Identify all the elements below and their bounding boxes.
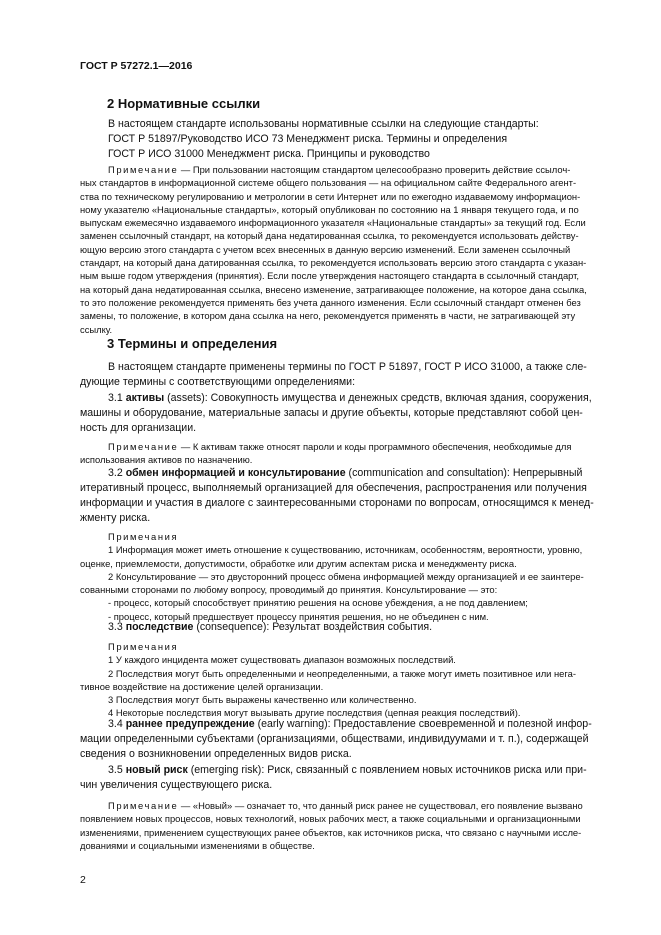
term-name: раннее предупреждение — [125, 718, 255, 730]
term-definition: (communication and consultation): Непрерывный — [345, 467, 583, 479]
note-line: на который дана недатированная ссылка, внесено изменение, затрагивающее положение, на которое дана ссылка, — [80, 283, 587, 295]
note-line: то это положение рекомендуется применять без учета данного изменения. Если ссылочный стандарт отменен без — [80, 296, 581, 308]
note-line: 2 Консультирование — это двусторонний процесс обмена информацией между организацией и ее заинтере- — [108, 570, 584, 582]
page-number: 2 — [80, 874, 86, 886]
intro-line: В настоящем стандарте применены термины по ГОСТ Р 51897, ГОСТ Р ИСО 31000, а также сле- — [108, 361, 587, 373]
term-3-2-notes — [80, 530, 582, 623]
note-line: стандарт, на который дана датированная ссылка, то рекомендуется использовать версию этого стандарта с указан- — [80, 257, 587, 269]
note-line: 1 У каждого инцидента может существовать диапазон возможных последствий. — [108, 654, 456, 666]
term-3-4 — [80, 717, 592, 762]
note-line: 2 Последствия могут быть определенными и неопределенными, а также могут иметь позитивное или нега- — [108, 667, 576, 679]
section-3-title: 3 Термины и определения — [107, 336, 278, 351]
note-line: — «Новый» — означает то, что данный риск ранее не существовал, его появление вызвано — [178, 800, 583, 811]
term-number: 3.5 — [108, 764, 123, 776]
term-name: активы — [125, 392, 165, 404]
note-line: появлением новых процессов, новых технологий, новых рабочих мест, а также социальными и организационными — [80, 813, 581, 825]
term-number: 3.3 — [108, 621, 123, 633]
note-line: ющую версию этого стандарта с учетом всех внесенных в данную версию изменений. Если заменен ссылочный — [80, 243, 571, 255]
note-line: сованными сторонами по любому вопросу, проводимый до принятия. Консультирование — это: — [80, 584, 498, 596]
term-definition-line: мации определенными субъектами (организациями, обществами, индивидуумами и т. п.), содержащей — [80, 733, 589, 745]
note-label: Примечание — [108, 800, 179, 811]
term-definition-line: ность для организации. — [80, 422, 197, 434]
notes-label: Примечания — [108, 641, 179, 652]
note-line: использования активов по назначению. — [80, 454, 253, 466]
intro-line: дующие термины с соответствующими определениями: — [80, 376, 356, 388]
note-line: 3 Последствия могут быть выражены качественно или количественно. — [108, 694, 417, 706]
note-line: ных стандартов в информационной системе общего пользования — на официальном сайте Федерального агент- — [80, 177, 577, 189]
note-line: ссылку. — [80, 323, 113, 335]
term-3-2 — [80, 466, 594, 526]
note-label: Примечание — [108, 164, 179, 175]
term-definition-line: чин увеличения существующего риска. — [80, 779, 273, 791]
note-line: изменениями, применением существующих ранее объектов, как источников риска, что связано с научными иссле- — [80, 826, 582, 838]
term-definition: (emerging risk): Риск, связанный с появлением новых источников риска или при- — [187, 764, 587, 776]
term-3-3-notes — [80, 640, 582, 720]
section-2-intro: В настоящем стандарте использованы нормативные ссылки на следующие стандарты: — [108, 118, 539, 130]
section-3-intro — [80, 360, 587, 390]
note-line: выпускам ежемесячно издаваемого информационного указателя «Национальные стандарты» за текущий год. Если — [80, 217, 586, 229]
term-definition: (assets): Совокупность имущества и денежных средств, включая здания, сооружения, — [164, 392, 592, 404]
term-3-3 — [80, 620, 582, 635]
term-name: обмен информацией и консультирование — [125, 467, 346, 479]
term-3-5 — [80, 763, 587, 793]
term-definition-line: сведения о возникновении определенных видов риска. — [80, 748, 352, 760]
note-line: ному указателю «Национальные стандарты», который опубликован по состоянию на 1 января текущего года, и по — [80, 203, 579, 215]
note-line: — К активам также относят пароли и коды программного обеспечения, необходимые для — [178, 441, 572, 452]
term-definition-line: машины и оборудование, материальные запасы и другие объекты, которые представляют собой цен- — [80, 407, 583, 419]
term-3-1-note — [80, 440, 582, 467]
note-label: Примечание — [108, 441, 179, 452]
term-3-5-note — [80, 799, 582, 852]
note-line: 4 Некоторые последствия могут вызывать другие последствия (цепная реакция последствий). — [108, 707, 521, 719]
note-line: дованиями и социальными изменениями в обществе. — [80, 839, 315, 851]
note-line: — При пользовании настоящим стандартом целесообразно проверить действие ссылоч- — [178, 164, 571, 175]
term-name: новый риск — [125, 764, 188, 776]
note-line: ным выше годом утверждения (принятия). Если после утверждения настоящего стандарта в ссылочный стандарт, — [80, 270, 580, 282]
reference-2: ГОСТ Р ИСО 31000 Менеджмент риска. Принципы и руководство — [108, 148, 430, 160]
note-line: - процесс, который предшествует процессу принятия решения, но не объединен с ним. — [108, 610, 489, 622]
note-line: оценке, приемлемости, допустимости, обработке или другим аспектам риска и менеджменту риска. — [80, 557, 517, 569]
term-definition-line: жменту риска. — [80, 512, 151, 524]
term-definition-line: итеративный процесс, выполняемый организацией для обеспечения, распространения или получения — [80, 482, 587, 494]
term-3-1 — [80, 391, 592, 436]
note-line: тивное воздействие на достижение целей организации. — [80, 680, 324, 692]
section-2-note — [80, 163, 587, 336]
section-2-title: 2 Нормативные ссылки — [107, 96, 261, 111]
note-line: ства по техническому регулированию и метрологии в сети Интернет или по ежегодно издаваемому информацион- — [80, 190, 581, 202]
document-header: ГОСТ Р 57272.1—2016 — [80, 60, 193, 72]
reference-1: ГОСТ Р 51897/Руководство ИСО 73 Менеджмент риска. Термины и определения — [108, 133, 508, 145]
term-number: 3.4 — [108, 718, 123, 730]
note-line: замены, то положение, в котором дана ссылка на него, рекомендуется применять в части, не затрагивающей эту — [80, 310, 576, 322]
term-number: 3.2 — [108, 467, 123, 479]
note-line: 1 Информация может иметь отношение к существованию, источникам, особенностям, вероятности, уровню, — [108, 544, 583, 556]
term-name: последствие — [125, 621, 194, 633]
notes-label: Примечания — [108, 531, 179, 542]
note-line: заменен ссылочный стандарт, на который дана недатированная ссылка, то рекомендуется использовать действу- — [80, 230, 579, 242]
term-definition: (early warning): Предоставление своевременной и полезной инфор- — [254, 718, 592, 730]
term-definition-line: информации и участия в диалоге с заинтересованными сторонами по вопросам, относящимся к менед- — [80, 497, 594, 509]
term-definition: (consequence): Результат воздействия события. — [193, 621, 433, 633]
term-number: 3.1 — [108, 392, 123, 404]
section-2-body — [80, 117, 582, 162]
note-line: - процесс, который способствует принятию решения на основе убеждения, а не под давлением; — [108, 597, 528, 609]
